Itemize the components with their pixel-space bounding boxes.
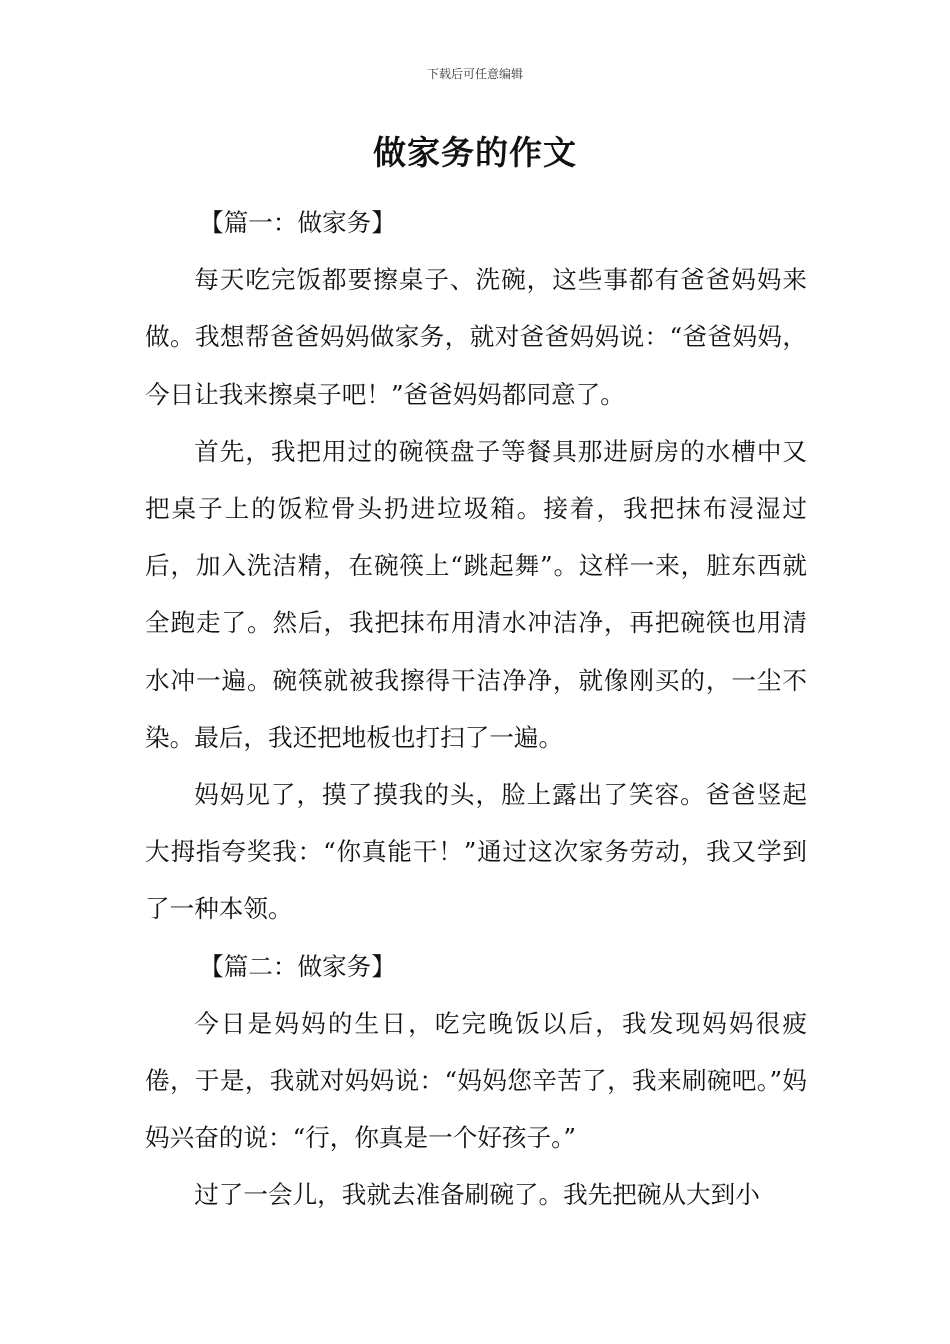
- paragraph: 今日是妈妈的生日，吃完晚饭以后，我发现妈妈很疲倦，于是，我就对妈妈说：“妈妈您辛苦了，我来刷碗吧。”妈妈兴奋的说：“行，你真是一个好孩子。”: [145, 1008, 807, 1153]
- page-header-note: 下载后可任意编辑: [426, 67, 523, 81]
- section-heading-1: 【篇一：做家务】: [199, 208, 396, 237]
- document-body: [145, 194, 807, 1224]
- section-heading-2: 【篇二：做家务】: [199, 951, 396, 981]
- paragraph: 妈妈见了，摸了摸我的头，脸上露出了笑容。爸爸竖起大拇指夸奖我：“你真能干！”通过这次家务劳动，我又学到了一种本领。: [145, 780, 807, 924]
- paragraph: 每天吃完饭都要擦桌子、洗碗，这些事都有爸爸妈妈来做。我想帮爸爸妈妈做家务，就对爸爸妈妈说：“爸爸妈妈，今日让我来擦桌子吧！”爸爸妈妈都同意了。: [145, 265, 807, 409]
- document-title: 做家务的作文: [373, 133, 577, 172]
- paragraph: 首先，我把用过的碗筷盘子等餐具那进厨房的水槽中又把桌子上的饭粒骨头扔进垃圾箱。接着，我把抹布浸湿过后，加入洗洁精，在碗筷上“跳起舞”。这样一来，脏东西就全跑走了。然后，我把抹布用清水冲洁净，再把碗筷也用清水冲一遍。碗筷就被我擦得干洁净净，就像刚买的，一尘不染。最后，我还把地板也打扫了一遍。: [145, 436, 807, 752]
- paragraph: 过了一会儿，我就去准备刷碗了。我先把碗从大到小: [194, 1180, 760, 1210]
